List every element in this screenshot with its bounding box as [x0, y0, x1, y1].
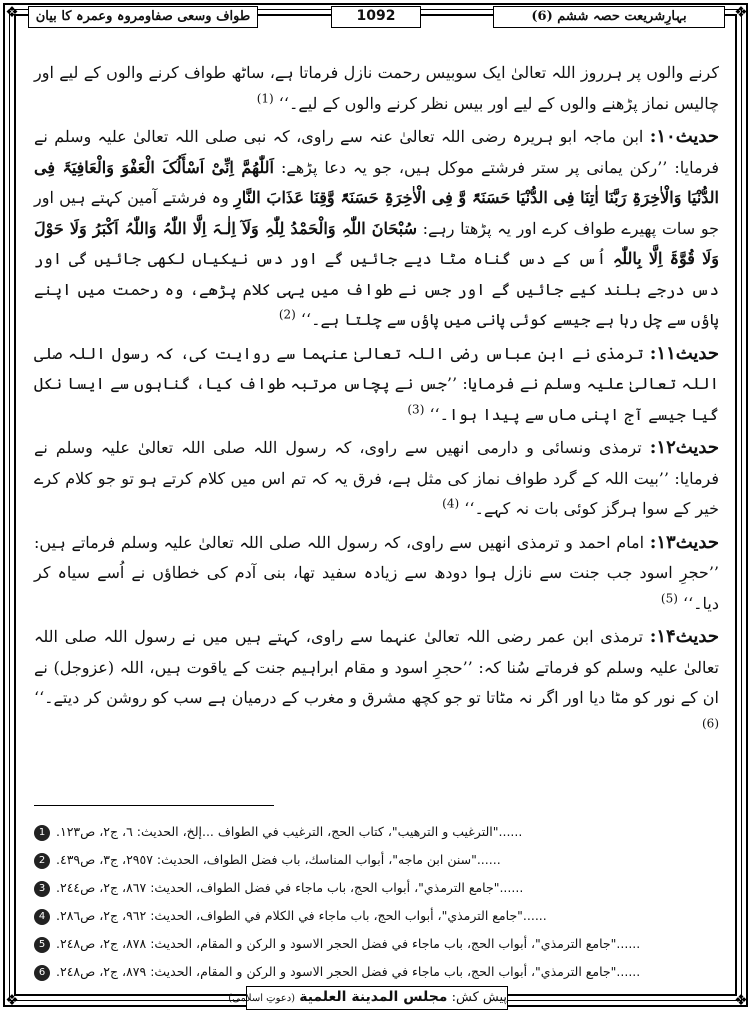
- corner-ornament-icon: ❖: [734, 991, 748, 1009]
- footnote: [34, 874, 719, 902]
- page-header: [28, 4, 725, 30]
- publisher-name: مجلس المدينة العلمية: [299, 989, 448, 1005]
- paragraph-text: ترمذی نے ابن عباس رضی اللہ تعالیٰ عنہما سے روایت کی، کہ رسول اللہ صلی اللہ تعالیٰ علیہ وسلم نے فرمایا: ’’جس نے پچاس مرتبہ طواف کیا، گناہوں سے ایسا نکل گیا جیسے آج اپنی ماں سے پیدا ہوا۔‘‘: [34, 343, 719, 424]
- paragraph-text: ترمذی ونسائی و دارمی انھیں سے راوی، کہ رسول اللہ صلی اللہ تعالیٰ علیہ وسلم نے فرمایا: ’’بیت اللہ کے گرد طواف نماز کی مثل ہے، فرق یہ کہ تم اس میں کلام کرتے ہو تو جو کلام کرے خیر کے سوا ہرگز کوئی بات نہ کہے۔‘‘: [34, 438, 719, 518]
- hadith-heading: حدیث۱۴:: [649, 626, 719, 647]
- footnote-number: 2: [34, 853, 50, 869]
- footnote-ref: (3): [407, 402, 425, 417]
- footnote: [34, 930, 719, 958]
- footnote-number: 6: [34, 965, 50, 981]
- footnote: [34, 902, 719, 930]
- hadith-heading: حدیث۱۳:: [649, 531, 719, 553]
- footnote-text: ......"جامع الترمذي"، أبواب الحج، باب ماجاء في الكلام في الطواف، الحديث: ٩٦٢، ج٢، ص٢٨٦.: [56, 908, 547, 923]
- hadith-12: [34, 433, 719, 525]
- book-title: بہارِشریعت حصہ ششم (6): [493, 6, 725, 28]
- paragraph-text: ترمذی ابن عمر رضی اللہ تعالیٰ عنہما سے راوی، کہتے ہیں میں نے رسول اللہ صلی اللہ تعالیٰ علیہ وسلم کو فرماتے سُنا کہ: ’’حجرِ اسود و مقام ابراہیم جنت کے یاقوت ہیں، اللہ (عزوجل) نے ان کے نور کو مٹا دیا اور اگر نہ مٹاتا تو جو کچھ مشرق و مغرب کے درمیان ہے سب کو روشن کر دیتے۔‘‘: [34, 627, 719, 707]
- page-number: 1092: [331, 6, 421, 28]
- paragraph-text: ابن ماجہ ابو ہریرہ رضی اللہ تعالیٰ عنہ سے راوی، کہ نبی صلی اللہ تعالیٰ علیہ وسلم نے فرمایا: ’’رکن یمانی پر ستر فرشتے موکل ہیں، جو یہ دعا پڑھے:: [34, 127, 719, 177]
- footnote-ref: (6): [701, 716, 719, 731]
- footnote-ref: (5): [660, 591, 678, 606]
- footnote-text: ......"سنن ابن ماجه"، أبواب المناسك، باب فضل الطواف، الحديث: ٢٩٥٧، ج٣، ص٤٣٩.: [56, 852, 501, 867]
- corner-ornament-icon: ❖: [5, 991, 19, 1009]
- paragraph: [34, 58, 719, 119]
- publisher-prefix: پیش کش:: [451, 990, 507, 1005]
- paragraph-text: وہ فرشتے آمین کہتے ہیں اور جو سات پھیرے طواف کرے اور یہ پڑھتا رہے:: [34, 188, 719, 238]
- paragraph-text: امام احمد و ترمذی انھیں سے راوی، کہ رسول اللہ صلی اللہ تعالیٰ علیہ وسلم فرماتے ہیں: ’’حجرِ اسود جب جنت سے نازل ہوا دودھ سے زیادہ سفید تھا، بنی آدم کی خطاؤں نے اُسے سیاہ کر دیا۔‘‘: [34, 532, 719, 613]
- paragraph-text: اُس کے دس گناہ مٹا دیے جائیں گے اور دس نیکیاں لکھی جائیں گی اور دس درجے بلند کیے جائیں گے اور جس نے طواف میں یہی کلام پڑھے، وہ رحمت میں اپنے پاؤں سے چل رہا ہے جیسے کوئی پانی میں پاؤں سے چلتا ہے۔‘‘: [34, 249, 719, 329]
- footnote-number: 4: [34, 909, 50, 925]
- footnote-divider: [34, 805, 274, 806]
- hadith-heading: حدیث۱۰:: [649, 126, 719, 147]
- hadith-heading: حدیث۱۱:: [649, 342, 720, 364]
- footnote-number: 3: [34, 881, 50, 897]
- footnote-number: 1: [34, 825, 50, 841]
- footnote-ref: (4): [442, 496, 460, 511]
- hadith-10: [34, 122, 719, 336]
- hadith-heading: حدیث۱۲:: [649, 437, 720, 458]
- footnote-ref: (2): [278, 307, 296, 322]
- hadith-13: [34, 528, 719, 620]
- hadith-11: [34, 339, 719, 431]
- footnote-text: ......"الترغيب و الترهيب"، كتاب الحج، الترغيب في الطواف ...إلخ، الحديث: ٦، ج٢، ص١٢٣.: [56, 824, 523, 839]
- corner-ornament-icon: ❖: [734, 3, 748, 21]
- footnote-text: ......"جامع الترمذي"، أبواب الحج، باب ماجاء في فضل الحجر الاسود و الركن و المقام، الحديث: ٨٧٨، ج٢، ص٢٤٨.: [56, 936, 641, 951]
- footnote: [34, 818, 719, 846]
- footnote: [34, 958, 719, 986]
- hadith-14: [34, 622, 719, 744]
- footnote-text: ......"جامع الترمذي"، أبواب الحج، باب ماجاء في فضل الطواف، الحديث: ٨٦٧، ج٢، ص٢٤٤.: [56, 880, 524, 895]
- arabic-dua: اَللّٰھُمَّ اِنِّیْ اَسْأَلُکَ الْعَفْوَ وَالْعَافِیَۃَ فِی الدُّنْیَا وَالْاٰخِرَۃِ رَبَّنَا اٰتِنَا فِی الدُّنْیَا حَسَنَۃً وَّ فِی الْاٰخِرَۃِ حَسَنَۃً وَّقِنَا عَذَابَ النَّارِ: [34, 157, 719, 207]
- paragraph-text: کرنے والوں پر ہرروز اللہ تعالیٰ ایک سوبیس رحمت نازل فرماتا ہے، ساٹھ طواف کرنے والوں کے لیے اور چالیس نماز پڑھنے والوں کے لیے اور بیس نظر کرنے والوں کے لیے۔‘‘: [34, 63, 720, 113]
- page-footer: [0, 986, 753, 1012]
- footnotes: [34, 818, 719, 986]
- publisher-sub: (دعوتِ اسلامی): [228, 993, 296, 1004]
- footnote: [34, 846, 719, 874]
- footnote-number: 5: [34, 937, 50, 953]
- chapter-title: طواف وسعی صفاومروہ وعمرہ کا بیان: [28, 6, 258, 28]
- main-text: [34, 58, 719, 747]
- corner-ornament-icon: ❖: [5, 3, 19, 21]
- publisher-box: [228, 986, 508, 1010]
- footnote-text: ......"جامع الترمذي"، أبواب الحج، باب ماجاء في فضل الحجر الاسود و الركن و المقام، الحديث: ٨٧٩، ج٢، ص٢٤٨.: [56, 964, 641, 979]
- footnote-ref: (1): [256, 91, 274, 106]
- arabic-tasbih: سُبْحَانَ اللّٰہِ وَالْحَمْدُ لِلّٰہِ وَلَآ اِلٰـہَ اِلَّا اللّٰہُ وَاللّٰہُ اَکْبَرُ وَلَا حَوْلَ وَلَا قُوَّۃَ اِلَّا بِاللّٰہِ: [34, 218, 720, 268]
